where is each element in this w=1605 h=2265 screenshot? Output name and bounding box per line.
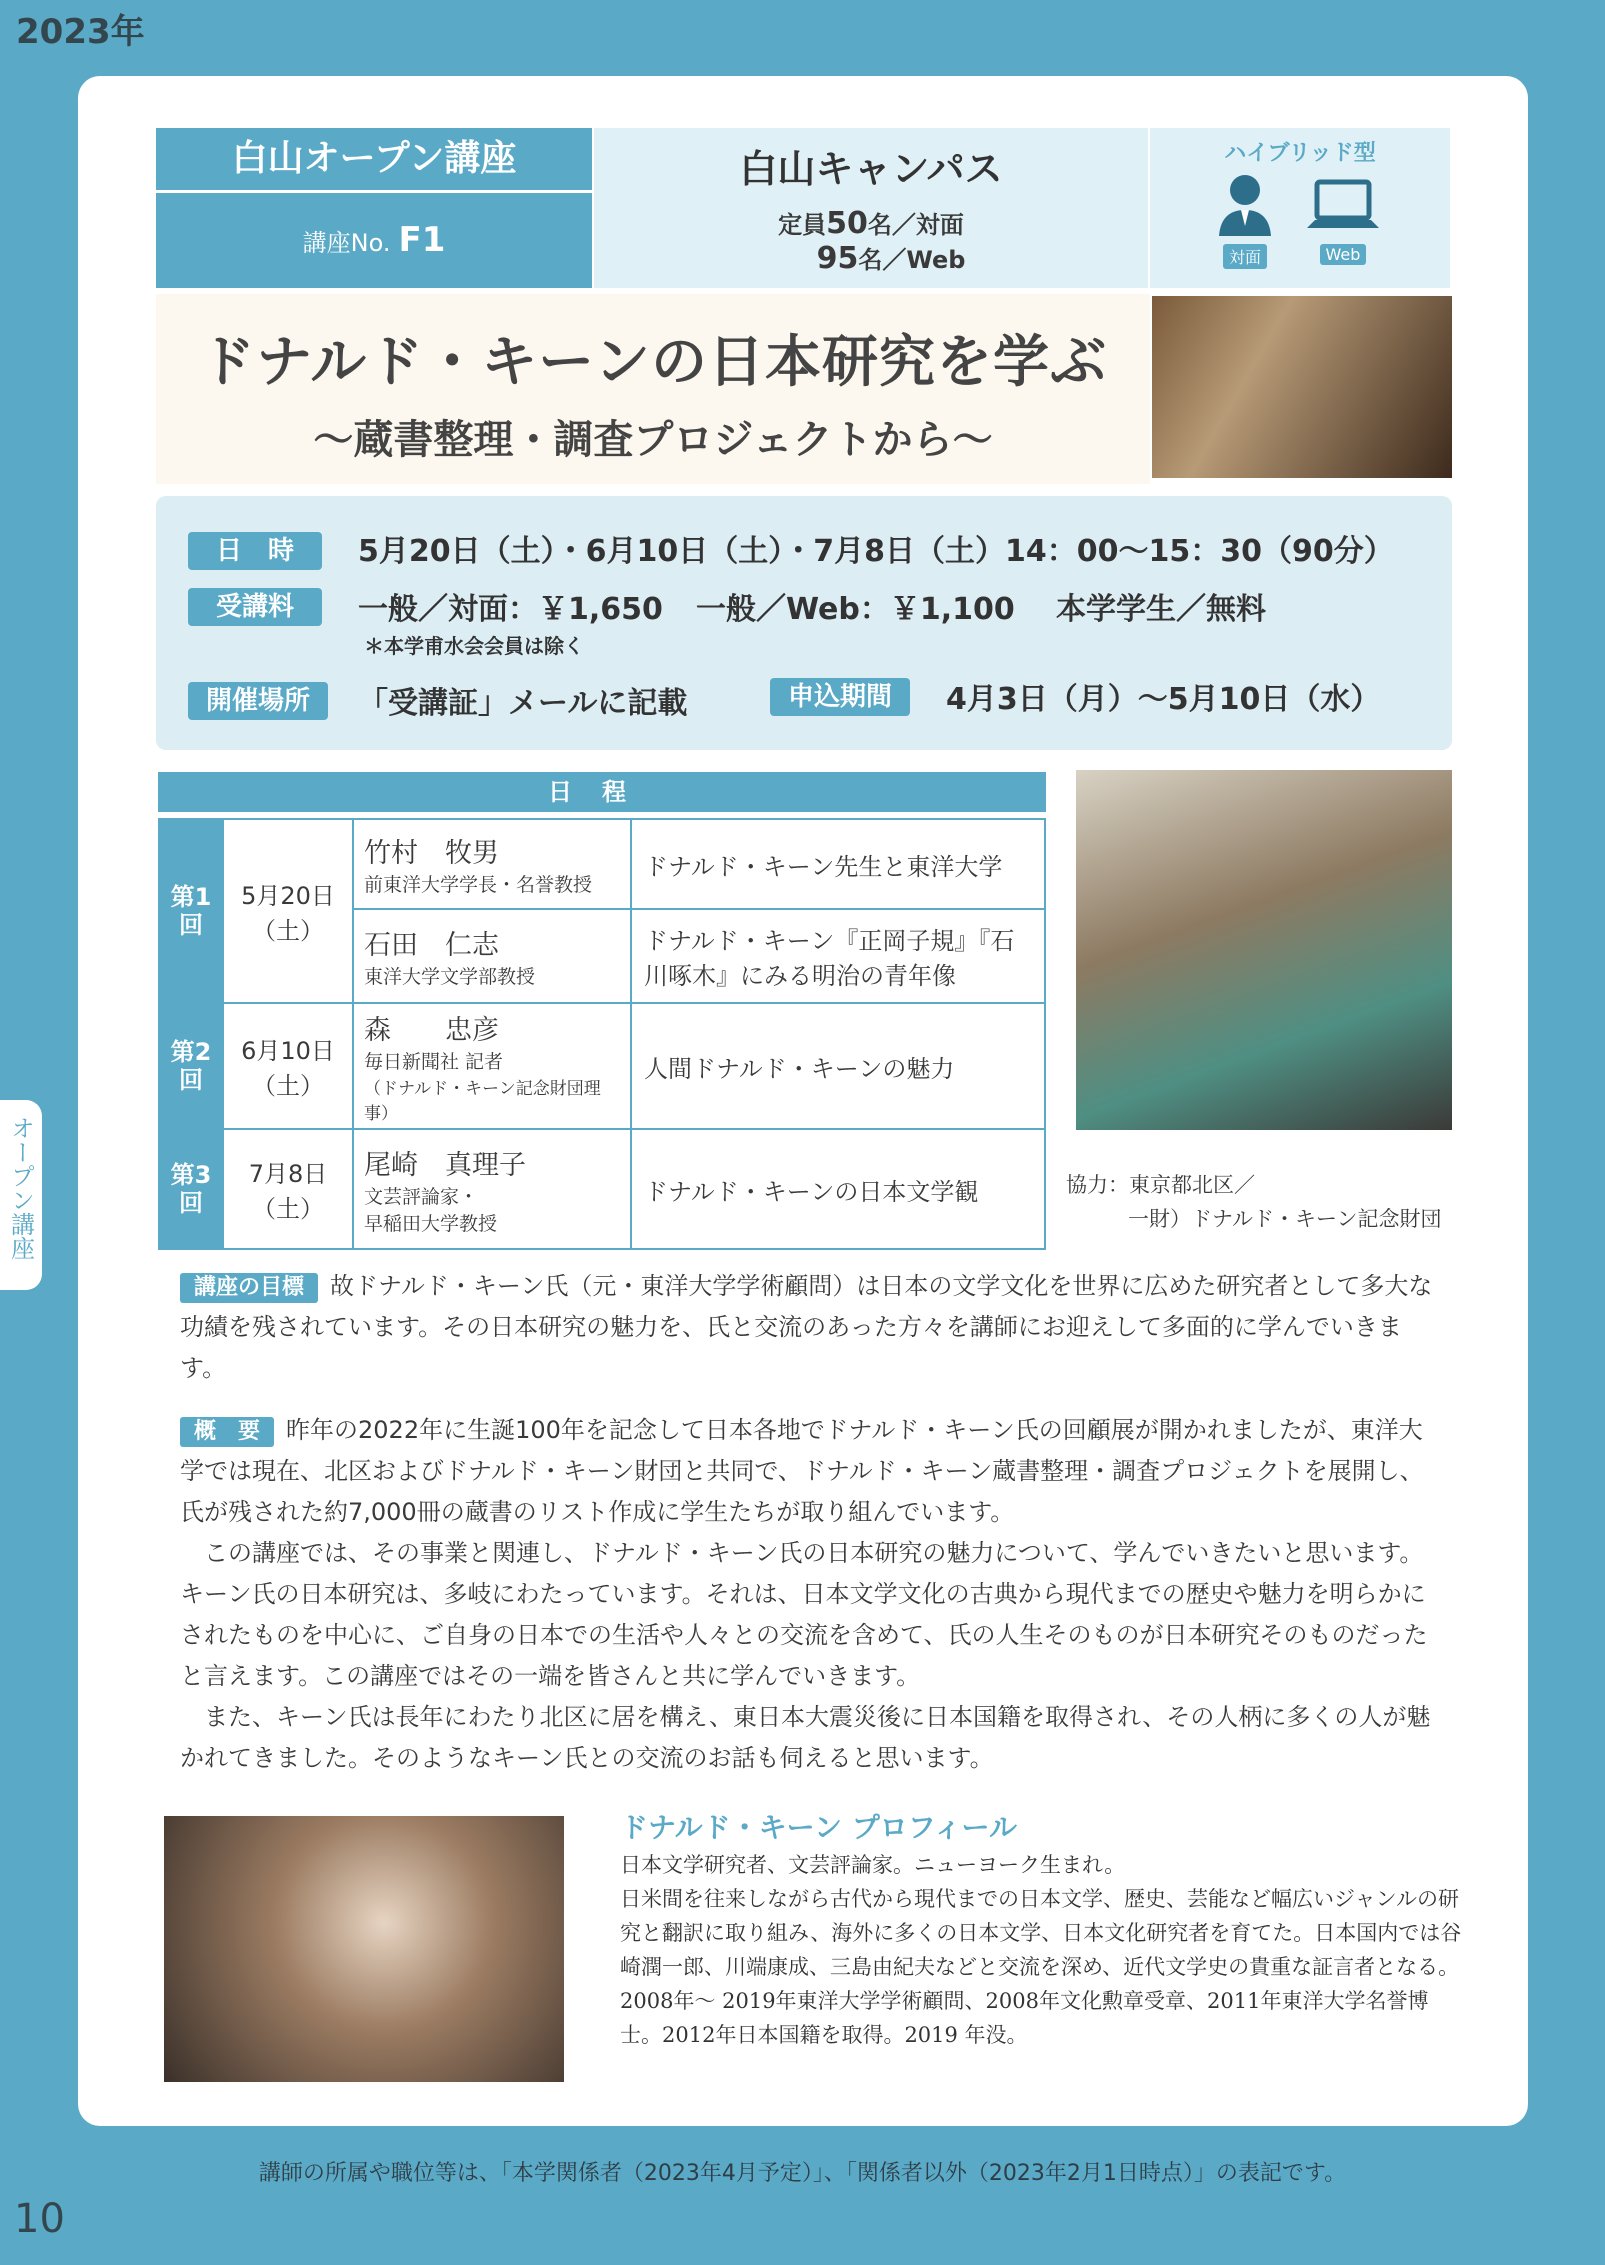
course-no: F1 bbox=[398, 220, 446, 260]
fee-inperson: 一般／対面：￥1,650 bbox=[358, 592, 663, 627]
session-topic: 人間ドナルド・キーンの魅力 bbox=[631, 1003, 1045, 1129]
speaker bbox=[353, 1129, 631, 1249]
profile-line-1: 日本文学研究者、文芸評論家。ニューヨーク生まれ。 bbox=[620, 1853, 1126, 1877]
course-info-panel bbox=[156, 496, 1452, 750]
profile-line-3: 2008年〜 2019年東洋大学学術顧問、2008年文化勲章受章、2011年東洋大学名誉博士。2012年日本国籍を取得。2019 年没。 bbox=[620, 1989, 1429, 2047]
speaker-affiliation-2: 早稲田大学教授 bbox=[364, 1212, 498, 1235]
web-label: Web bbox=[1320, 244, 1367, 265]
hybrid-label: ハイブリッド型 bbox=[1224, 141, 1376, 166]
series-title: 白山オープン講座 bbox=[156, 128, 592, 193]
speaker-name: 森 忠彦 bbox=[364, 1015, 499, 1046]
person-icon bbox=[1213, 170, 1277, 240]
speaker bbox=[353, 909, 631, 1003]
table-row bbox=[159, 1129, 1045, 1249]
date-text: 7月8日 bbox=[248, 1160, 328, 1188]
page-number: 10 bbox=[14, 2196, 65, 2242]
inperson-format bbox=[1200, 170, 1290, 269]
round-date bbox=[223, 819, 353, 1003]
datetime-value: 5月20日（土）・6月10日（土）・7月8日（土）14：00〜15：30（90分） bbox=[358, 534, 1394, 569]
session-topic: ドナルド・キーン先生と東洋大学 bbox=[631, 819, 1045, 909]
speaker bbox=[353, 819, 631, 909]
venue-label: 開催場所 bbox=[188, 682, 328, 720]
speaker-affiliation: 毎日新聞社 記者 bbox=[364, 1051, 504, 1073]
capacity bbox=[594, 207, 1148, 277]
profile-text bbox=[620, 1848, 1462, 2052]
speaker-affiliation: 東洋大学文学部教授 bbox=[364, 966, 536, 988]
venue-value: 「受講証」メールに記載 bbox=[358, 686, 688, 721]
title-band bbox=[156, 294, 1150, 484]
year-label: 2023年 bbox=[16, 12, 145, 52]
fee-note: ＊本学甫水会会員は除く bbox=[364, 634, 584, 658]
photo-credit bbox=[1066, 1168, 1442, 1236]
course-no-label: 講座No. bbox=[302, 229, 391, 257]
profile-line-2: 日米間を往来しながら古代から現代までの日本文学、歴史、芸能など幅広いジャンルの研究と翻訳に取り組み、海外に多くの日本文学、日本文化研究者を育てた。日本国内では谷崎潤一郎、川端康成、三島由紀夫などと交流を深め、近代文学史の貴重な証言者となる。 bbox=[620, 1887, 1462, 1979]
round-label: 第3回 bbox=[159, 1129, 223, 1249]
day-text: （土） bbox=[252, 1072, 324, 1100]
speaker-name: 竹村 牧男 bbox=[364, 838, 499, 869]
day-text: （土） bbox=[252, 1195, 324, 1223]
fee-web: 一般／Web：￥1,100 bbox=[696, 592, 1015, 627]
date-text: 6月10日 bbox=[241, 1037, 335, 1065]
side-tab[interactable] bbox=[0, 1100, 42, 1290]
speaker-affiliation-2: （ドナルド・キーン記念財団理事） bbox=[364, 1079, 601, 1124]
session-topic: ドナルド・キーン『正岡子規』『石川啄木』にみる明治の青年像 bbox=[631, 909, 1045, 1003]
apply-value: 4月3日（月）〜5月10日（水） bbox=[946, 682, 1381, 717]
goal-text: 故ドナルド・キーン氏（元・東洋大学学術顧問）は日本の文学文化を世界に広めた研究者として多大な功績を残されています。その日本研究の魅力を、氏と交流のあった方々を講師にお迎えして多面的に学んでいきます。 bbox=[180, 1272, 1433, 1382]
round-label: 第1回 bbox=[159, 819, 223, 1003]
schedule-header: 日程 bbox=[158, 772, 1046, 812]
capacity-prefix: 定員 bbox=[778, 211, 827, 239]
keene-portrait-photo bbox=[164, 1816, 564, 2082]
side-tab-label: オープン講座 bbox=[6, 1116, 35, 1260]
fee-label: 受講料 bbox=[188, 588, 322, 626]
round-date bbox=[223, 1003, 353, 1129]
overview-text-2: この講座では、その事業と関連し、ドナルド・キーン氏の日本研究の魅力について、学んでいきたいと思います。キーン氏の日本研究は、多岐にわたっています。それは、日本文学文化の古典から現代までの歴史や魅力を明らかにされたものを中心に、ご自身の日本での生活や人々との交流を含めて、氏の人生そのものが日本研究そのものだったと言えます。この講座ではその一端を皆さんと共に学んでいきます。 bbox=[180, 1539, 1428, 1690]
main-title: ドナルド・キーンの日本研究を学ぶ bbox=[198, 330, 1108, 395]
capacity-inperson-num: 50 bbox=[826, 206, 868, 241]
schedule-table bbox=[158, 818, 1046, 1250]
speaker-name: 尾崎 真理子 bbox=[364, 1149, 526, 1181]
course-overview bbox=[180, 1410, 1434, 1779]
overview-text-1: 昨年の2022年に生誕100年を記念して日本各地でドナルド・キーン氏の回顧展が開かれましたが、東洋大学では現在、北区およびドナルド・キーン財団と共同で、ドナルド・キーン蔵書整理・調査プロジェクトを展開し、氏が残された約7,000冊の蔵書のリスト作成に学生たちが取り組んでいます。 bbox=[180, 1416, 1424, 1526]
overview-paragraph bbox=[180, 1410, 1434, 1533]
library-photo bbox=[1076, 770, 1452, 1130]
overview-text-3: また、キーン氏は長年にわたり北区に居を構え、東日本大震災後に日本国籍を取得され、その人柄に多くの人が魅かれてきました。そのようなキーン氏との交流のお話も伺えると思います。 bbox=[180, 1703, 1431, 1772]
capacity-inperson-suffix: 名／対面 bbox=[867, 211, 964, 239]
web-format bbox=[1298, 170, 1388, 265]
fee-student: 本学学生／無料 bbox=[1056, 592, 1266, 627]
capacity-web-suffix: 名／Web bbox=[858, 246, 966, 274]
datetime-label: 日 時 bbox=[188, 532, 322, 570]
overview-label: 概 要 bbox=[180, 1417, 274, 1447]
round-date bbox=[223, 1129, 353, 1249]
day-text: （土） bbox=[252, 917, 324, 945]
course-header-format bbox=[1150, 128, 1450, 288]
credit-line-2: 一財）ドナルド・キーン記念財団 bbox=[1128, 1207, 1442, 1231]
session-topic: ドナルド・キーンの日本文学観 bbox=[631, 1129, 1045, 1249]
goal-label: 講座の目標 bbox=[180, 1273, 318, 1303]
course-number bbox=[156, 193, 592, 288]
inperson-label: 対面 bbox=[1223, 244, 1267, 269]
apply-label: 申込期間 bbox=[770, 678, 910, 716]
course-header-left bbox=[156, 128, 592, 288]
course-goal bbox=[180, 1266, 1434, 1389]
speaker bbox=[353, 1003, 631, 1129]
laptop-icon bbox=[1303, 170, 1383, 240]
speaker-name: 石田 仁志 bbox=[364, 930, 499, 961]
table-row bbox=[159, 819, 1045, 909]
course-header-campus bbox=[594, 128, 1148, 288]
credit-line-1: 協力：東京都北区／ bbox=[1066, 1173, 1255, 1197]
keene-office-photo bbox=[1152, 296, 1452, 478]
table-row bbox=[159, 1003, 1045, 1129]
speaker-affiliation: 文芸評論家・ bbox=[364, 1185, 479, 1208]
date-text: 5月20日 bbox=[241, 882, 335, 910]
sub-title: 〜蔵書整理・調査プロジェクトから〜 bbox=[313, 417, 993, 463]
campus-name: 白山キャンパス bbox=[739, 147, 1003, 191]
profile-title: ドナルド・キーン プロフィール bbox=[620, 1811, 1017, 1844]
capacity-web-num: 95 bbox=[816, 241, 859, 276]
round-label: 第2回 bbox=[159, 1003, 223, 1129]
speaker-affiliation: 前東洋大学学長・名誉教授 bbox=[364, 874, 593, 896]
footnote: 講師の所属や職位等は、「本学関係者（2023年4月予定）」、「関係者以外（2023年2月1日時点）」の表記です。 bbox=[258, 2161, 1347, 2186]
